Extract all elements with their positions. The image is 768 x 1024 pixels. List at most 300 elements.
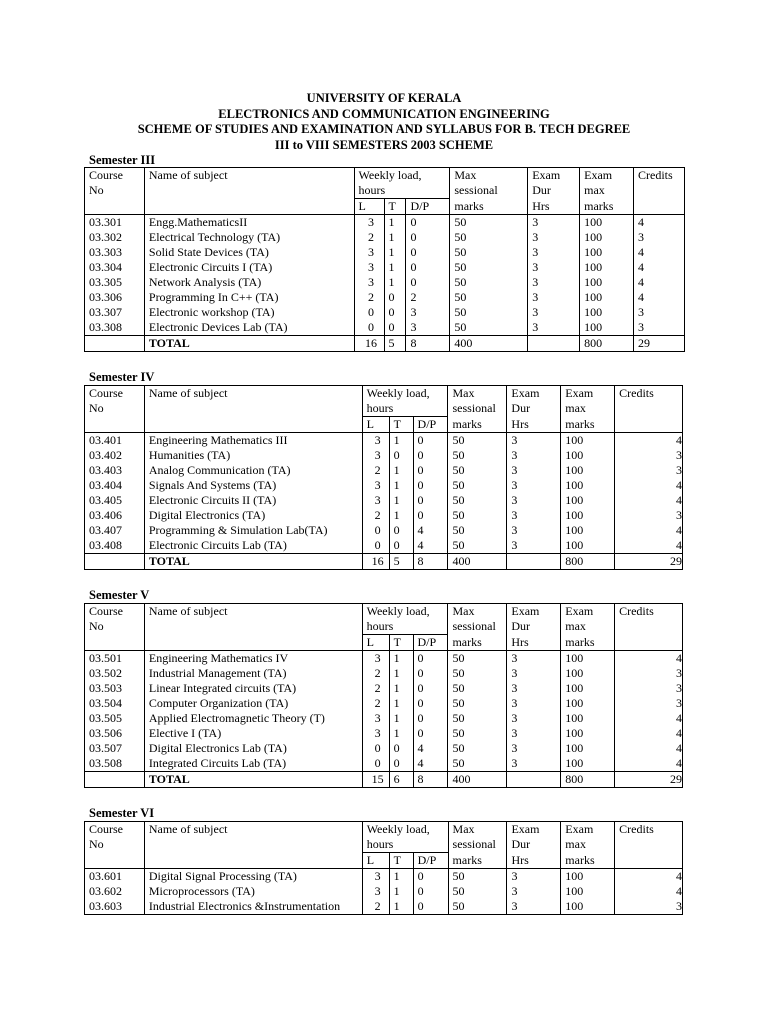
- header-row: [85, 183, 685, 199]
- total-sessional: 400: [448, 554, 507, 570]
- col-blank: [634, 183, 685, 199]
- table-row: [85, 260, 685, 275]
- semester-v-table: [84, 603, 683, 788]
- col-exam-max: Exam: [580, 168, 634, 184]
- col-max-sessional: Max: [448, 604, 507, 620]
- table-row: [85, 726, 683, 741]
- total-tutorial: 5: [389, 554, 413, 570]
- exam-duration: 3: [528, 290, 580, 305]
- subject-name: Electronic Circuits II (TA): [144, 493, 362, 508]
- exam-duration: 3: [507, 741, 561, 756]
- course-no: 03.402: [85, 448, 145, 463]
- subject-name: Electronic workshop (TA): [144, 305, 354, 320]
- credits: 3: [634, 320, 685, 336]
- course-no: 03.401: [85, 433, 145, 449]
- semesters-subtitle: III to VIII SEMESTERS 2003 SCHEME: [274, 137, 494, 152]
- credits: 4: [634, 275, 685, 290]
- exam-max-marks: 100: [561, 711, 615, 726]
- course-no: 03.308: [85, 320, 145, 336]
- total-exam-max: 800: [580, 336, 634, 352]
- table-row: [85, 666, 683, 681]
- exam-duration: 3: [528, 245, 580, 260]
- table-row: [85, 320, 685, 336]
- course-no: 03.507: [85, 741, 145, 756]
- exam-duration: 3: [507, 651, 561, 667]
- exam-duration: 3: [507, 869, 561, 885]
- lecture-hours: 3: [362, 448, 389, 463]
- total-exam-dur: [507, 772, 561, 788]
- col-max: max: [561, 837, 615, 853]
- sessional-marks: 50: [448, 884, 507, 899]
- course-no: 03.602: [85, 884, 145, 899]
- exam-duration: 3: [528, 320, 580, 336]
- tutorial-hours: 1: [389, 666, 413, 681]
- col-dp: D/P: [406, 199, 450, 215]
- tutorial-hours: 1: [389, 493, 413, 508]
- col-max: max: [580, 183, 634, 199]
- col-hours: hours: [362, 619, 448, 635]
- exam-max-marks: 100: [580, 290, 634, 305]
- col-blank: [144, 837, 362, 853]
- col-blank: [144, 635, 362, 651]
- col-subject: Name of subject: [144, 168, 354, 184]
- sessional-marks: 50: [448, 478, 507, 493]
- subject-name: Engineering Mathematics III: [144, 433, 362, 449]
- table-row: [85, 869, 683, 885]
- credits: 4: [615, 711, 683, 726]
- dp-hours: 4: [413, 756, 448, 772]
- subject-name: Engg.MathematicsII: [144, 215, 354, 231]
- subject-name: Computer Organization (TA): [144, 696, 362, 711]
- tutorial-hours: 0: [384, 290, 406, 305]
- dp-hours: 2: [406, 290, 450, 305]
- tutorial-hours: 0: [389, 741, 413, 756]
- col-course: Course: [85, 386, 145, 402]
- total-lecture: 15: [362, 772, 389, 788]
- lecture-hours: 3: [362, 478, 389, 493]
- subject-name: Applied Electromagnetic Theory (T): [144, 711, 362, 726]
- credits: 4: [615, 493, 683, 508]
- col-blank: [144, 199, 354, 215]
- sessional-marks: 50: [448, 899, 507, 915]
- col-blank: [615, 853, 683, 869]
- exam-max-marks: 100: [580, 260, 634, 275]
- col-blank: [85, 417, 145, 433]
- tutorial-hours: 1: [389, 478, 413, 493]
- col-hrs: Hrs: [507, 853, 561, 869]
- header-row: [85, 837, 683, 853]
- credits: 3: [615, 508, 683, 523]
- lecture-hours: 0: [354, 305, 384, 320]
- subject-name: Signals And Systems (TA): [144, 478, 362, 493]
- lecture-hours: 3: [362, 726, 389, 741]
- total-sessional: 400: [448, 772, 507, 788]
- table-row: [85, 305, 685, 320]
- col-credits: Credits: [615, 386, 683, 402]
- subject-name: Digital Electronics Lab (TA): [144, 741, 362, 756]
- credits: 4: [634, 215, 685, 231]
- lecture-hours: 2: [354, 230, 384, 245]
- col-hrs: Hrs: [507, 635, 561, 651]
- tutorial-hours: 1: [389, 899, 413, 915]
- total-row: [85, 772, 683, 788]
- exam-duration: 3: [507, 478, 561, 493]
- course-no: 03.404: [85, 478, 145, 493]
- course-no: 03.405: [85, 493, 145, 508]
- col-marks: marks: [561, 417, 615, 433]
- header-row: [85, 619, 683, 635]
- col-weekly-load: Weekly load,: [362, 822, 448, 838]
- tutorial-hours: 1: [389, 884, 413, 899]
- dp-hours: 0: [413, 711, 448, 726]
- dp-hours: 0: [413, 696, 448, 711]
- credits: 3: [634, 305, 685, 320]
- dp-hours: 0: [406, 230, 450, 245]
- col-exam-dur: Exam: [528, 168, 580, 184]
- credits: 4: [634, 260, 685, 275]
- subject-name: Solid State Devices (TA): [144, 245, 354, 260]
- total-tutorial: 6: [389, 772, 413, 788]
- exam-duration: 3: [507, 696, 561, 711]
- col-subject: Name of subject: [144, 604, 362, 620]
- semester-v-heading: Semester V: [89, 588, 150, 602]
- exam-duration: 3: [507, 899, 561, 915]
- lecture-hours: 3: [354, 260, 384, 275]
- exam-duration: 3: [507, 493, 561, 508]
- tutorial-hours: 0: [389, 756, 413, 772]
- col-l: L: [362, 635, 389, 651]
- lecture-hours: 3: [362, 651, 389, 667]
- lecture-hours: 0: [362, 741, 389, 756]
- sessional-marks: 50: [448, 433, 507, 449]
- col-blank: [144, 183, 354, 199]
- credits: 4: [615, 651, 683, 667]
- course-no: 03.306: [85, 290, 145, 305]
- total-row: [85, 336, 685, 352]
- exam-max-marks: 100: [561, 433, 615, 449]
- sessional-marks: 50: [448, 508, 507, 523]
- course-no: 03.408: [85, 538, 145, 554]
- table-row: [85, 290, 685, 305]
- table-row: [85, 681, 683, 696]
- sessional-marks: 50: [448, 696, 507, 711]
- exam-max-marks: 100: [561, 448, 615, 463]
- tutorial-hours: 1: [384, 230, 406, 245]
- col-marks: marks: [450, 199, 528, 215]
- col-marks: marks: [561, 635, 615, 651]
- credits: 4: [634, 290, 685, 305]
- col-marks: marks: [448, 417, 507, 433]
- col-blank: [634, 199, 685, 215]
- col-no: No: [85, 837, 145, 853]
- exam-max-marks: 100: [561, 493, 615, 508]
- exam-duration: 3: [507, 463, 561, 478]
- lecture-hours: 2: [362, 681, 389, 696]
- col-no: No: [85, 401, 145, 417]
- tutorial-hours: 1: [389, 726, 413, 741]
- table-row: [85, 741, 683, 756]
- subject-name: Elective I (TA): [144, 726, 362, 741]
- course-no: 03.407: [85, 523, 145, 538]
- header-row: [85, 417, 683, 433]
- total-credits: 29: [615, 772, 683, 788]
- col-t: T: [384, 199, 406, 215]
- col-blank: [85, 336, 145, 352]
- course-no: 03.503: [85, 681, 145, 696]
- col-blank: [85, 199, 145, 215]
- col-exam-dur: Exam: [507, 822, 561, 838]
- subject-name: Linear Integrated circuits (TA): [144, 681, 362, 696]
- header-row: [85, 199, 685, 215]
- total-exam-max: 800: [561, 554, 615, 570]
- course-no: 03.302: [85, 230, 145, 245]
- col-marks: marks: [448, 853, 507, 869]
- lecture-hours: 0: [362, 538, 389, 554]
- sessional-marks: 50: [450, 215, 528, 231]
- credits: 4: [615, 433, 683, 449]
- lecture-hours: 3: [362, 711, 389, 726]
- scheme-title: SCHEME OF STUDIES AND EXAMINATION AND SYLLABUS FOR B. TECH DEGREE: [137, 122, 631, 136]
- exam-max-marks: 100: [561, 869, 615, 885]
- lecture-hours: 3: [362, 493, 389, 508]
- col-blank: [615, 417, 683, 433]
- exam-duration: 3: [528, 305, 580, 320]
- tutorial-hours: 1: [384, 215, 406, 231]
- total-credits: 29: [615, 554, 683, 570]
- total-label: TOTAL: [144, 336, 354, 352]
- lecture-hours: 3: [362, 884, 389, 899]
- col-max-sessional: Max: [448, 386, 507, 402]
- tutorial-hours: 0: [384, 305, 406, 320]
- table-row: [85, 651, 683, 667]
- credits: 4: [615, 741, 683, 756]
- credits: 3: [615, 899, 683, 915]
- col-exam-max: Exam: [561, 822, 615, 838]
- tutorial-hours: 1: [389, 651, 413, 667]
- credits: 3: [615, 463, 683, 478]
- lecture-hours: 3: [354, 245, 384, 260]
- col-marks: marks: [561, 853, 615, 869]
- sessional-marks: 50: [448, 651, 507, 667]
- col-blank: [615, 619, 683, 635]
- table-row: [85, 538, 683, 554]
- exam-max-marks: 100: [580, 320, 634, 336]
- tutorial-hours: 1: [389, 463, 413, 478]
- dp-hours: 4: [413, 741, 448, 756]
- tutorial-hours: 1: [389, 433, 413, 449]
- course-no: 03.603: [85, 899, 145, 915]
- exam-duration: 3: [507, 756, 561, 772]
- table-row: [85, 478, 683, 493]
- credits: 4: [615, 869, 683, 885]
- credits: 4: [634, 245, 685, 260]
- lecture-hours: 2: [362, 696, 389, 711]
- col-blank: [85, 853, 145, 869]
- total-lecture: 16: [362, 554, 389, 570]
- semester-iv-heading: Semester IV: [89, 370, 155, 384]
- col-sessional: sessional: [448, 837, 507, 853]
- sessional-marks: 50: [450, 230, 528, 245]
- course-no: 03.505: [85, 711, 145, 726]
- sessional-marks: 50: [448, 666, 507, 681]
- table-row: [85, 463, 683, 478]
- table-row: [85, 245, 685, 260]
- lecture-hours: 0: [354, 320, 384, 336]
- exam-max-marks: 100: [561, 681, 615, 696]
- sessional-marks: 50: [448, 681, 507, 696]
- col-blank: [85, 772, 145, 788]
- dp-hours: 0: [406, 275, 450, 290]
- table-row: [85, 711, 683, 726]
- col-blank: [85, 635, 145, 651]
- department-title: ELECTRONICS AND COMMUNICATION ENGINEERING: [218, 106, 550, 121]
- subject-name: Electronic Devices Lab (TA): [144, 320, 354, 336]
- dp-hours: 0: [413, 869, 448, 885]
- table-row: [85, 493, 683, 508]
- credits: 4: [615, 884, 683, 899]
- col-exam-dur: Exam: [507, 386, 561, 402]
- subject-name: Electrical Technology (TA): [144, 230, 354, 245]
- col-blank: [144, 619, 362, 635]
- subject-name: Engineering Mathematics IV: [144, 651, 362, 667]
- credits: 3: [615, 448, 683, 463]
- sessional-marks: 50: [448, 523, 507, 538]
- lecture-hours: 2: [362, 666, 389, 681]
- total-dp: 8: [413, 772, 448, 788]
- lecture-hours: 3: [354, 215, 384, 231]
- col-blank: [85, 554, 145, 570]
- subject-name: Programming & Simulation Lab(TA): [144, 523, 362, 538]
- exam-duration: 3: [507, 433, 561, 449]
- exam-duration: 3: [507, 726, 561, 741]
- course-no: 03.303: [85, 245, 145, 260]
- course-no: 03.305: [85, 275, 145, 290]
- table-row: [85, 696, 683, 711]
- dp-hours: 0: [406, 215, 450, 231]
- sessional-marks: 50: [448, 726, 507, 741]
- col-hours: hours: [362, 401, 448, 417]
- dp-hours: 0: [406, 245, 450, 260]
- col-dp: D/P: [413, 417, 448, 433]
- exam-max-marks: 100: [580, 275, 634, 290]
- total-dp: 8: [413, 554, 448, 570]
- table-row: [85, 215, 685, 231]
- header-row: [85, 822, 683, 838]
- exam-max-marks: 100: [580, 230, 634, 245]
- course-no: 03.601: [85, 869, 145, 885]
- col-max: max: [561, 619, 615, 635]
- header-row: [85, 635, 683, 651]
- col-course: Course: [85, 168, 145, 184]
- tutorial-hours: 1: [384, 275, 406, 290]
- col-exam-max: Exam: [561, 604, 615, 620]
- total-row: [85, 554, 683, 570]
- col-dur: Dur: [507, 619, 561, 635]
- exam-max-marks: 100: [561, 666, 615, 681]
- exam-max-marks: 100: [580, 245, 634, 260]
- course-no: 03.406: [85, 508, 145, 523]
- dp-hours: 3: [406, 320, 450, 336]
- exam-duration: 3: [528, 275, 580, 290]
- total-exam-dur: [528, 336, 580, 352]
- exam-duration: 3: [507, 508, 561, 523]
- dp-hours: 0: [413, 899, 448, 915]
- sessional-marks: 50: [450, 305, 528, 320]
- col-max-sessional: Max: [448, 822, 507, 838]
- credits: 4: [615, 478, 683, 493]
- table-row: [85, 884, 683, 899]
- col-subject: Name of subject: [144, 822, 362, 838]
- col-sessional: sessional: [448, 619, 507, 635]
- exam-duration: 3: [528, 215, 580, 231]
- col-hours: hours: [354, 183, 450, 199]
- exam-max-marks: 100: [561, 463, 615, 478]
- header-row: [85, 401, 683, 417]
- dp-hours: 0: [413, 478, 448, 493]
- dp-hours: 0: [413, 884, 448, 899]
- sessional-marks: 50: [448, 869, 507, 885]
- subject-name: Analog Communication (TA): [144, 463, 362, 478]
- table-row: [85, 448, 683, 463]
- sessional-marks: 50: [450, 245, 528, 260]
- exam-max-marks: 100: [561, 899, 615, 915]
- tutorial-hours: 1: [384, 260, 406, 275]
- col-weekly-load: Weekly load,: [362, 604, 448, 620]
- subject-name: Microprocessors (TA): [144, 884, 362, 899]
- tutorial-hours: 1: [389, 696, 413, 711]
- course-no: 03.301: [85, 215, 145, 231]
- subject-name: Digital Signal Processing (TA): [144, 869, 362, 885]
- dp-hours: 3: [406, 305, 450, 320]
- semester-vi-table: [84, 821, 683, 915]
- exam-duration: 3: [507, 884, 561, 899]
- tutorial-hours: 1: [389, 681, 413, 696]
- col-t: T: [389, 635, 413, 651]
- header-row: [85, 386, 683, 402]
- exam-max-marks: 100: [580, 305, 634, 320]
- exam-max-marks: 100: [561, 884, 615, 899]
- table-row: [85, 433, 683, 449]
- subject-name: Humanities (TA): [144, 448, 362, 463]
- total-dp: 8: [406, 336, 450, 352]
- exam-max-marks: 100: [561, 741, 615, 756]
- col-credits: Credits: [615, 604, 683, 620]
- course-no: 03.504: [85, 696, 145, 711]
- course-no: 03.501: [85, 651, 145, 667]
- col-weekly-load: Weekly load,: [362, 386, 448, 402]
- subject-name: Electronic Circuits I (TA): [144, 260, 354, 275]
- credits: 4: [615, 523, 683, 538]
- exam-max-marks: 100: [580, 215, 634, 231]
- tutorial-hours: 0: [389, 523, 413, 538]
- credits: 4: [615, 756, 683, 772]
- sessional-marks: 50: [448, 463, 507, 478]
- exam-max-marks: 100: [561, 696, 615, 711]
- tutorial-hours: 0: [389, 538, 413, 554]
- university-title: UNIVERSITY OF KERALA: [306, 91, 462, 105]
- dp-hours: 0: [413, 508, 448, 523]
- lecture-hours: 2: [362, 463, 389, 478]
- sessional-marks: 50: [450, 275, 528, 290]
- credits: 3: [615, 696, 683, 711]
- exam-duration: 3: [507, 448, 561, 463]
- sessional-marks: 50: [448, 493, 507, 508]
- semester-iii-table: [84, 167, 685, 352]
- course-no: 03.508: [85, 756, 145, 772]
- dp-hours: 0: [406, 260, 450, 275]
- exam-max-marks: 100: [561, 508, 615, 523]
- credits: 4: [615, 538, 683, 554]
